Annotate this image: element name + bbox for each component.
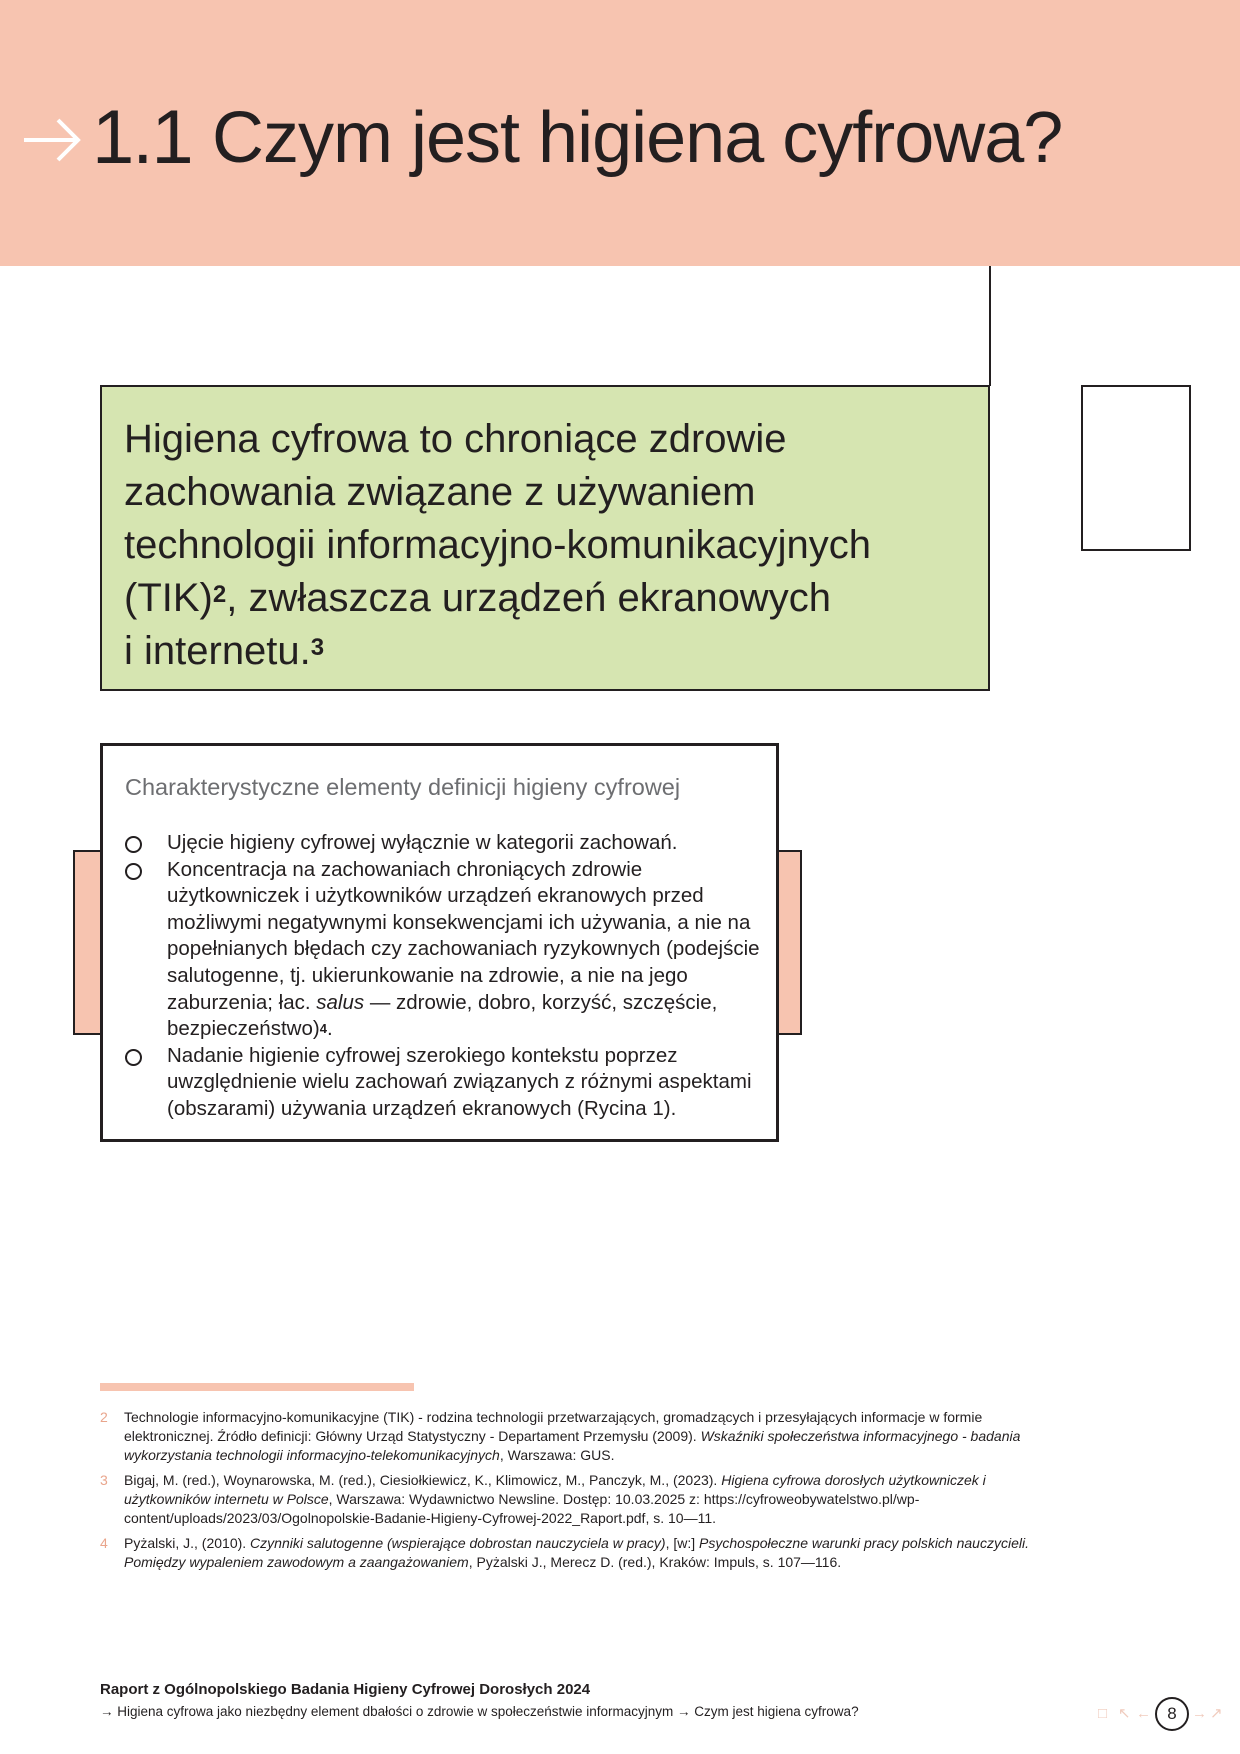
circle-bullet-icon	[125, 863, 142, 880]
footnote: 4 Pyżalski, J., (2010). Czynniki salutogenne (wspierające dobrostan nauczyciela w pracy), [w:] Psychospołeczne warunki pracy polskich nauczycieli. Pomiędzy wypaleniem zawodowym a zaangażowaniem, Pyżalski J., Merecz D. (red.), Kraków: Impuls, s. 107—116.	[100, 1535, 1029, 1570]
footnotes-divider	[100, 1383, 414, 1391]
elements-heading: Charakterystyczne elementy definicji higieny cyfrowej	[125, 774, 681, 800]
home-icon[interactable]: □	[1098, 1705, 1108, 1722]
footnote-ref[interactable]: 3	[310, 634, 325, 661]
footnote-number: 3	[100, 1472, 108, 1488]
previous-page-icon[interactable]: ←	[1136, 1705, 1151, 1722]
circle-bullet-icon	[125, 836, 142, 853]
list-item: Koncentracja na zachowaniach chroniących zdrowie użytkowniczek i użytkowników urządzeń ekranowych przed możliwymi negatywnymi konsekwencjami ich używania, a nie na popełnianych błędach czy zachowaniach ryzykownych (podejście salutogenne, tj. ukierunkowanie na zdrowie, a nie na jego zaburzenia; łac. salus — zdrowie, dobro, korzyść, szczęście, bezpieczeństwo)$^4$.	[125, 857, 765, 1043]
report-title: Raport z Ogólnopolskiego Badania Higieny Cyfrowej Dorosłych 2024	[100, 1681, 591, 1698]
page-title: Czym jest higiena cyfrowa?	[212, 98, 1063, 178]
footnote: 2 Technologie informacyjno-komunikacyjne (TIK) - rodzina technologii przetwarzających, gromadzących i przesyłających informacje w formie elektronicznej. Źródło definicji: Główny Urząd Statystyczny - Departament Przemysłu (2009). Wskaźniki społeczeństwa informacyjnego - badania wykorzystania technologii informacyjno-telekomunikacyjnych, Warszawa: GUS.	[100, 1409, 1021, 1463]
footnote-number: 4	[100, 1535, 108, 1551]
footnote-ref[interactable]: 4	[319, 1021, 327, 1037]
list-item: Ujęcie higieny cyfrowej wyłącznie w kategorii zachowań.	[125, 830, 765, 857]
circle-bullet-icon	[125, 1049, 142, 1066]
section-number: 1.1	[92, 95, 192, 180]
list-item: Nadanie higienie cyfrowej szerokiego kontekstu poprzez uwzględnienie wielu zachowań związanych z różnymi aspektami (obszarami) używania urządzeń ekranowych (Rycina 1).	[125, 1043, 765, 1123]
decorative-line	[989, 266, 991, 386]
footnote-ref[interactable]: 2	[212, 581, 227, 608]
definition-box	[100, 385, 990, 691]
decorative-tab-left	[73, 850, 103, 1035]
page-number: 8	[1155, 1697, 1189, 1731]
footnotes	[100, 1408, 1060, 1578]
decorative-box	[1081, 385, 1191, 551]
elements-list	[125, 830, 765, 1123]
footnote-number: 2	[100, 1409, 108, 1425]
arrow-right-icon	[22, 118, 82, 162]
definition-text: Higiena cyfrowa to chroniące zdrowie zachowania związane z używaniem technologii informacyjno-komunikacyjnych (TIK)$^2$, zwłaszcza urządzeń ekranowych i internetu.$^3$	[124, 417, 872, 673]
next-page-icon[interactable]: →	[1192, 1705, 1207, 1722]
footnote: 3 Bigaj, M. (red.), Woynarowska, M. (red.), Ciesiołkiewicz, K., Klimowicz, M., Panczyk, M., (2023). Higiena cyfrowa dorosłych użytkowniczek i użytkowników internetu w Polsce, Warszawa: Wydawnictwo Newsline. Dostęp: 10.03.2025 z: https://cyfroweobywatelstwo.pl/wp-content/uploads/2023/03/Ogolnopolskie-Badanie-Higieny-Cyfrowej-2022_Raport.pdf, s. 10—11.	[100, 1472, 986, 1526]
decorative-tab-right	[775, 850, 802, 1035]
forward-icon[interactable]: ↗	[1210, 1705, 1223, 1722]
breadcrumb[interactable]: → Higiena cyfrowa jako niezbędny element dbałości o zdrowie w społeczeństwie informacyjnym → Czym jest higiena cyfrowa?	[100, 1704, 859, 1719]
back-to-start-icon[interactable]: ↖	[1118, 1705, 1131, 1722]
definition-elements-box	[100, 743, 779, 1142]
